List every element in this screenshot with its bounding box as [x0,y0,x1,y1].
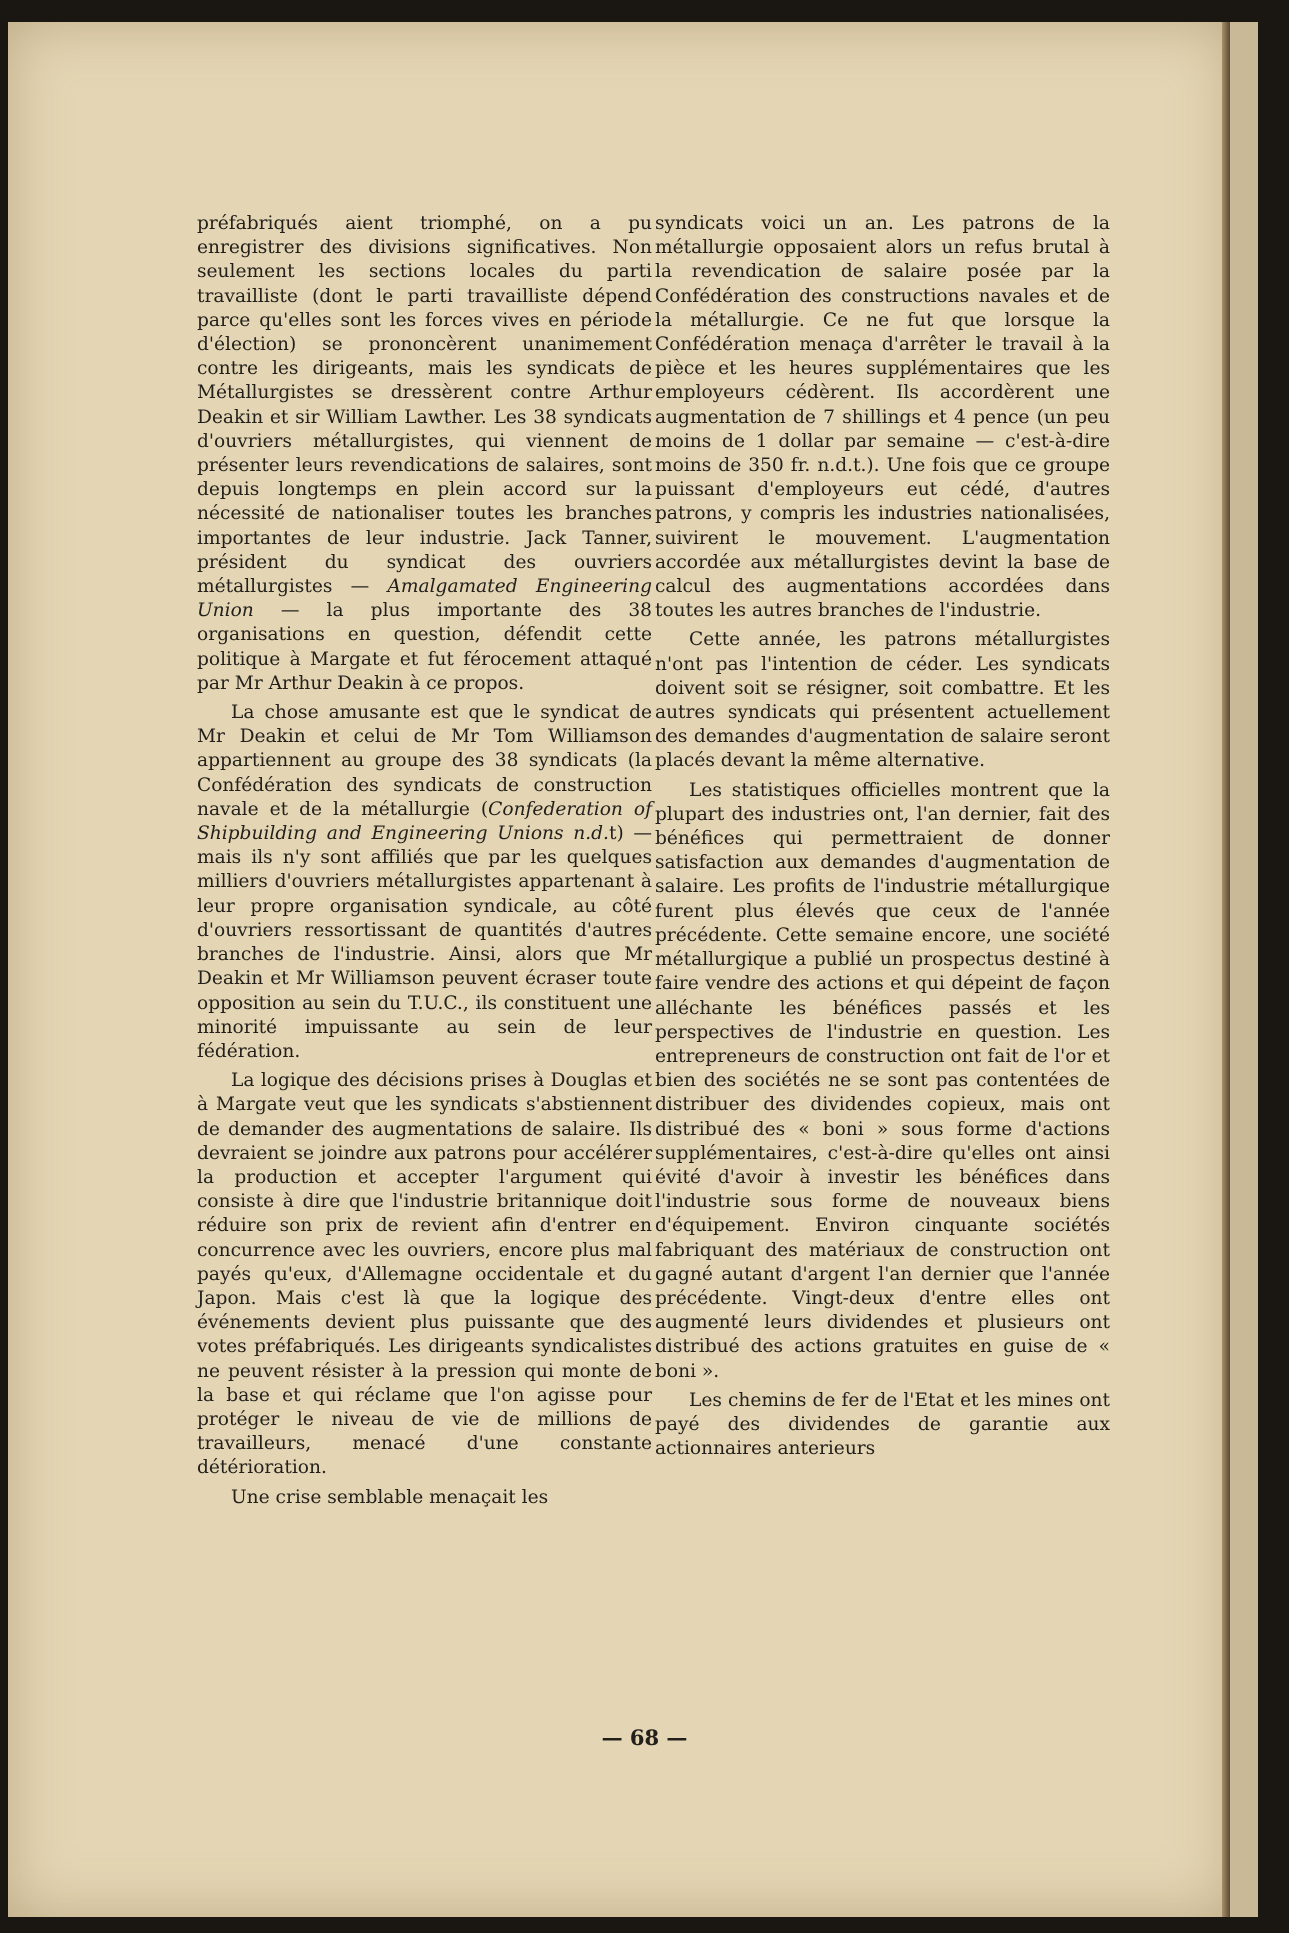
left-paragraph-4: Une crise semblable menaçait les [231,1486,549,1508]
left-p1-end: — la plus importante des 38 organisations en question, défendit cette politique à Margate et fut férocement attaqué par Mr Arthur Deakin à ce propos. [197,600,652,694]
left-paragraph-1 [197,212,652,696]
left-p1-italic: Amalgamated Engineering Union [197,576,652,622]
page-gutter [1222,22,1230,1917]
left-paragraph-3: La logique des décisions prises à Douglas et à Margate veut que les syndicats s'abstiennent de demander des augmentations de salaire. Ils devraient se joindre aux patrons pour accélérer la production et accepter l'argument qui consiste à dire que l'industrie britannique doit réduire son prix de revient afin d'entrer en concurrence avec les ouvriers, encore plus mal payés qu'eux, d'Allemagne occidentale et du Japon. Mais c'est là que la logique des événements devient plus puissante que des votes préfabriqués. Les dirigeants syndicalistes ne peuvent résister à la pression qui monte de la base et qui réclame que l'on agisse pour protéger le niveau de vie de millions de travailleurs, menacé d'une constante détérioration. [197,1070,652,1479]
left-column [197,212,652,1510]
right-paragraph-4: Les chemins de fer de l'Etat et les mines ont payé des dividendes de garantie aux actionnaires anterieurs [655,1389,1110,1460]
next-page-edge [1230,22,1258,1917]
left-p2-italic: Confederation of Shipbuilding and Engineering Unions n.d. [197,798,652,845]
right-paragraph-1: syndicats voici un an. Les patrons de la métallurgie opposaient alors un refus brutal à la revendication de salaire posée par la Confédération des constructions navales et de la métallurgie. Ce ne fut que lorsque la Confédération menaça d'arrêter le travail à la pièce et les heures supplémentaires que les employeurs cédèrent. Ils accordèrent une augmentation de 7 shillings et 4 pence (un peu moins de 1 dollar par semaine — c'est-à-dire moins de 350 fr. n.d.t.). Une fois que ce groupe puissant d'employeurs eut cédé, d'autres patrons, y compris les industries nationalisées, suivirent le mouvement. L'augmentation accordée aux métallurgistes devint la base de calcul des augmentations accordées dans toutes les autres branches de l'industrie. [655,213,1110,622]
left-p2-start: La chose amusante est que le syndicat de Mr Deakin et celui de Mr Tom Williamson appartiennent au groupe des 38 syndicats (la Confédération des syndicats de construction navale et de la métallurgie ( [197,702,652,820]
right-paragraph-2: Cette année, les patrons métallurgistes n'ont pas l'intention de céder. Les syndicats doivent soit se résigner, soit combattre. Et les autres syndicats qui présentent actuellement des demandes d'augmentation de salaire seront placés devant la même alternative. [655,629,1110,772]
page-number: — 68 — [601,1725,688,1750]
right-paragraph-3: Les statistiques officielles montrent que la plupart des industries ont, l'an dernier, fait des bénéfices qui permettraient de donner satisfaction aux demandes d'augmentation de salaire. Les profits de l'industrie métallurgique furent plus élevés que ceux de l'année précédente. Cette semaine encore, une société métallurgique a publié un prospectus destiné à faire vendre des actions et qui dépeint de façon alléchante les bénéfices passés et les perspectives de l'industrie en question. Les entrepreneurs de construction ont fait de l'or et bien des sociétés ne se sont pas contentées de distribuer des dividendes copieux, mais ont distribué des « boni » sous forme d'actions supplémentaires, c'est-à-dire qu'elles ont ainsi évité d'avoir à investir les bénéfices dans l'industrie sous forme de nouveaux biens d'équipement. Environ cinquante sociétés fabriquant des matériaux de construction ont gagné autant d'argent l'an dernier que l'année précédente. Vingt-deux d'entre elles ont augmenté leurs dividendes et plusieurs ont distribué des actions gratuites en guise de « boni ». [655,779,1110,1382]
left-p2-end: t) — mais ils n'y sont affiliés que par les quelques milliers d'ouvriers métallurgistes appartenant à leur propre organisation syndicale, au côté d'ouvriers ressortissant de quantités d'autres branches de l'industrie. Ainsi, alors que Mr Deakin et Mr Williamson peuvent écraser toute opposition au sein du T.U.C., ils constituent une minorité impuissante au sein de leur fédération. [197,823,652,1062]
left-paragraph-2 [197,701,652,1064]
left-p1-text: préfabriqués aient triomphé, on a pu enregistrer des divisions significatives. Non seulement les sections locales du parti travailliste (dont le parti travailliste dépend parce qu'elles sont les forces vives en période d'élection) se prononcèrent unanimement contre les dirigeants, mais les syndicats de Métallurgistes se dressèrent contre Arthur Deakin et sir William Lawther. Les 38 syndicats d'ouvriers métallurgistes, qui viennent de présenter leurs revendications de salaires, sont depuis longtemps en plein accord sur la nécessité de nationaliser toutes les branches importantes de leur industrie. Jack Tanner, président du syndicat des ouvriers métallurgistes — [197,213,652,598]
right-column [655,212,1110,1461]
